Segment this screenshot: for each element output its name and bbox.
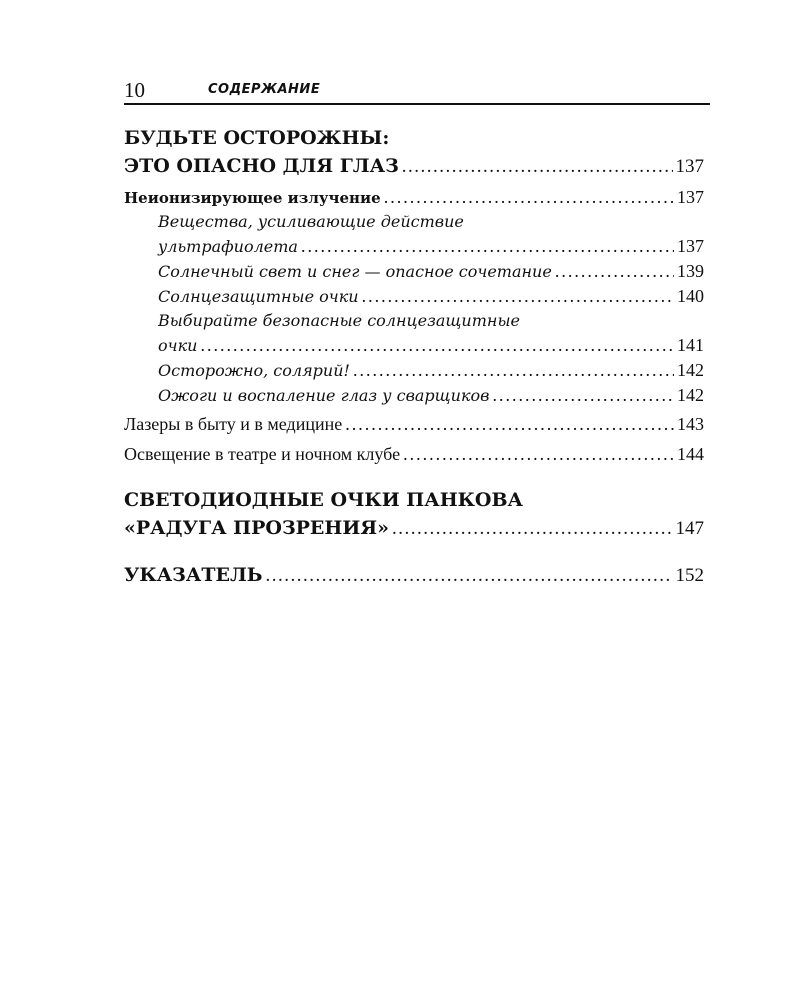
chapter-title: УКАЗАТЕЛЬ xyxy=(124,564,263,586)
page-ref: 152 xyxy=(675,565,704,586)
subsection-title: Солнечный свет и снег — опасное сочетание xyxy=(158,262,552,281)
subsection-title: Солнцезащитные очки xyxy=(158,287,359,306)
dot-leader xyxy=(301,234,674,258)
chapter-title-line1: БУДЬТЕ ОСТОРОЖНЫ: xyxy=(124,127,390,149)
dot-leader xyxy=(402,153,673,181)
chapter-title-line2: ЭТО ОПАСНО ДЛЯ ГЛАЗ xyxy=(124,155,399,177)
dot-leader xyxy=(265,562,672,590)
toc-subsection-choose-sunglasses xyxy=(124,309,704,358)
toc-chapter-index xyxy=(124,561,704,590)
subsection-title: Осторожно, солярий! xyxy=(158,361,350,380)
subsection-title-line1: Выбирайте безопасные солнцезащитные xyxy=(158,311,520,330)
subsection-title-line1: Вещества, усиливающие действие xyxy=(158,212,464,231)
section-title: Неионизирующее излучение xyxy=(124,189,381,207)
chapter-title-line2: «РАДУГА ПРОЗРЕНИЯ» xyxy=(124,517,389,539)
page-ref: 142 xyxy=(677,385,704,405)
page-ref: 147 xyxy=(675,518,704,539)
page-ref: 142 xyxy=(677,360,704,380)
toc-subsection-uv-substances xyxy=(124,210,704,259)
table-of-contents xyxy=(124,124,704,590)
running-head-title: СОДЕРЖАНИЕ xyxy=(208,82,321,97)
section-title: Освещение в театре и ночном клубе xyxy=(124,444,401,464)
page-ref: 137 xyxy=(677,236,704,256)
toc-subsection-welders xyxy=(124,383,704,408)
dot-leader xyxy=(403,440,674,468)
page-ref: 144 xyxy=(677,444,704,464)
toc-subsection-sunglasses xyxy=(124,284,704,309)
running-header xyxy=(124,76,710,105)
toc-section-nonionizing xyxy=(124,185,704,210)
dot-leader xyxy=(345,410,674,438)
dot-leader xyxy=(362,284,674,308)
subsection-title-line2: очки xyxy=(158,336,198,355)
section-title: Лазеры в быту и в медицине xyxy=(124,414,343,434)
dot-leader xyxy=(492,383,674,407)
dot-leader xyxy=(384,185,674,209)
subsection-title-line2: ультрафиолета xyxy=(158,237,298,256)
dot-leader xyxy=(555,259,674,283)
dot-leader xyxy=(353,358,674,382)
page-ref: 141 xyxy=(677,335,704,355)
toc-subsection-sun-snow xyxy=(124,259,704,284)
page-ref: 137 xyxy=(677,187,704,207)
page-ref: 140 xyxy=(677,286,704,306)
page-ref: 139 xyxy=(677,261,704,281)
toc-section-lighting xyxy=(124,440,704,468)
page-ref: 137 xyxy=(675,156,704,177)
toc-subsection-solarium xyxy=(124,358,704,383)
dot-leader xyxy=(200,333,674,357)
toc-chapter-led-glasses xyxy=(124,486,704,543)
toc-chapter-be-careful xyxy=(124,124,704,181)
subsection-title: Ожоги и воспаление глаз у сварщиков xyxy=(158,386,490,405)
toc-section-lasers xyxy=(124,410,704,438)
page-ref: 143 xyxy=(677,414,704,434)
page-number: 10 xyxy=(124,78,145,102)
chapter-title-line1: СВЕТОДИОДНЫЕ ОЧКИ ПАНКОВА xyxy=(124,489,524,511)
dot-leader xyxy=(392,515,673,543)
